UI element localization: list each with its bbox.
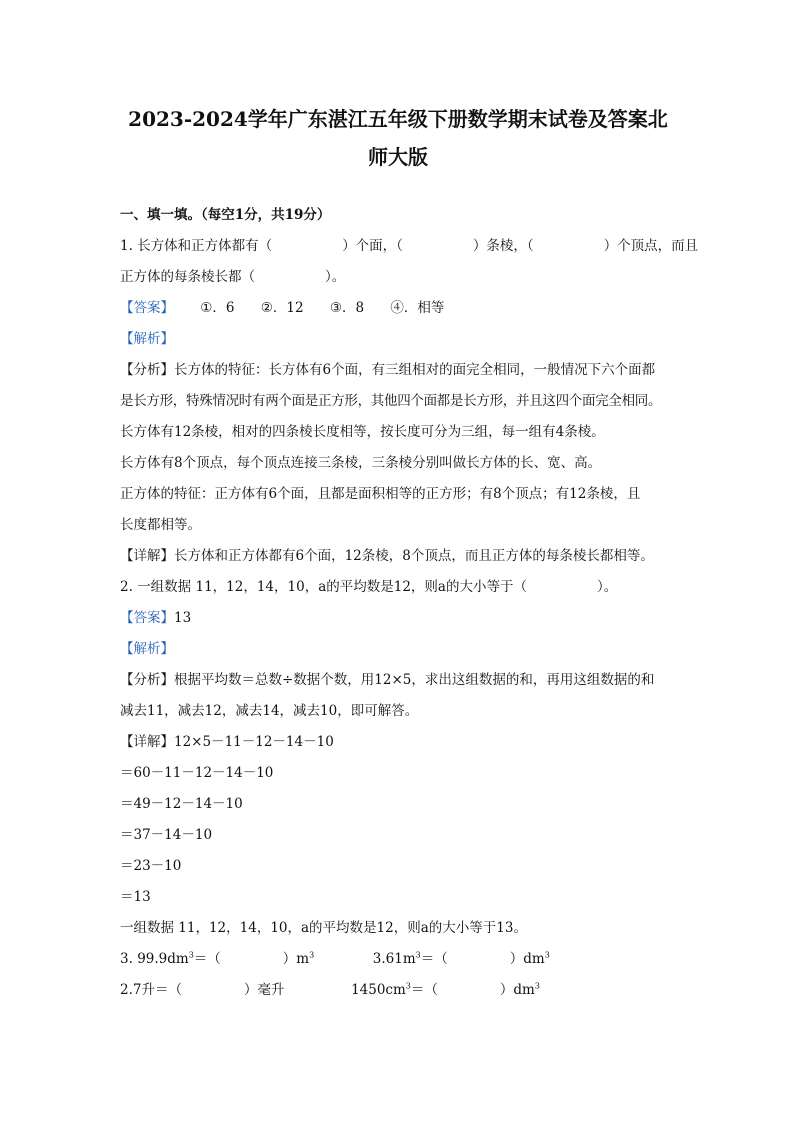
detail-tag: 【详解】 (120, 734, 174, 750)
superscript: 3 (534, 981, 540, 991)
q2-fenxi-text-1: 根据平均数＝总数÷数据个数，用12×5，求出这组数据的和，再用这组数据的和 (174, 672, 655, 688)
q1-text-d: ）个顶点，而且 (603, 238, 699, 254)
q1-text-b: ）个面，（ (342, 238, 403, 254)
q2-text-b: ）。 (596, 579, 618, 595)
q3-line-1 (120, 944, 676, 975)
q1-detail-text: 长方体和正方体都有6个面，12条棱，8个顶点，而且正方体的每条棱长都相等。 (174, 548, 654, 564)
q1-text-a: 长方体和正方体都有（ (137, 238, 273, 254)
detail-tag: 【详解】 (120, 548, 174, 564)
q2-step-2: ＝60－11－12－14－10 (120, 765, 274, 781)
analysis-tag: 【解析】 (120, 641, 174, 657)
q2-step-5: ＝23－10 (120, 858, 182, 874)
superscript: 3 (188, 950, 194, 960)
answer-tag: 【答案】 (120, 610, 174, 626)
superscript: 3 (544, 950, 550, 960)
q1-stem-line-1 (120, 231, 699, 262)
q3-item4-a: 1450cm (351, 982, 406, 998)
q2-fenxi-2: 减去11，减去12，减去14，减去10，即可解答。 (120, 703, 419, 719)
q1-analysis-line (120, 324, 676, 355)
q1-fenxi-6: 长度都相等。 (120, 517, 201, 533)
superscript: 3 (309, 950, 315, 960)
answer-tag: 【答案】 (120, 300, 174, 316)
q3-line-2 (120, 975, 676, 1006)
q1-fenxi-1 (120, 355, 676, 386)
document-body (120, 200, 699, 1006)
q2-answer: 13 (174, 610, 192, 626)
q2-analysis-line (120, 634, 676, 665)
q1-answer-2: ②．12 (260, 300, 304, 316)
title-line-2: 师大版 (368, 145, 428, 169)
q3-item3-b: ）毫升 (243, 982, 285, 998)
superscript: 3 (405, 981, 411, 991)
q3-item2-b: ＝（ (420, 951, 448, 967)
q3-item3-a: 2.7升＝（ (120, 982, 182, 998)
q1-text-f: ）。 (325, 269, 346, 285)
superscript: 3 (415, 950, 421, 960)
section-heading: 一、填一填。（每空1分，共19分） (120, 207, 331, 223)
q1-number: 1. (120, 238, 133, 254)
q2-step-4: ＝37－14－10 (120, 827, 213, 843)
q1-fenxi-text-1: 长方体的特征：长方体有6个面，有三组相对的面完全相同，一般情况下六个面都 (174, 362, 656, 378)
q1-answer-1: ①．6 (200, 300, 235, 316)
q2-step-1: 12×5－11－12－14－10 (174, 734, 334, 750)
document-title (120, 0, 676, 176)
q1-answer-3: ③．8 (329, 300, 365, 316)
q1-fenxi-4: 长方体有8个顶点，每个顶点连接三条棱，三条棱分别叫做长方体的长、宽、高。 (120, 455, 602, 471)
fenxi-tag: 【分析】 (120, 362, 174, 378)
q2-detail (120, 727, 676, 758)
q2-stem (120, 572, 676, 603)
q1-fenxi-5: 正方体的特征：正方体有6个面，且都是面积相等的正方形；有8个顶点；有12条棱，且 (120, 486, 641, 502)
q2-conclusion: 一组数据 11，12，14，10，a的平均数是12，则a的大小等于13。 (120, 920, 527, 936)
q1-stem-line-2 (120, 262, 676, 293)
q1-text-c: ）条棱，（ (472, 238, 534, 254)
title-line-1: 2023-2024学年广东湛江五年级下册数学期末试卷及答案北 (128, 107, 668, 131)
q2-number: 2. (120, 579, 133, 595)
q1-fenxi-3: 长方体有12条棱，相对的四条棱长度相等，按长度可分为三组，每一组有4条棱。 (120, 424, 605, 440)
q3-item1-b: ＝（ (193, 951, 221, 967)
q3-item1-c: ）m (282, 951, 310, 967)
q1-fenxi-2: 是长方形，特殊情况时有两个面是正方形，其他四个面都是长方形，并且这四个面完全相同。 (120, 393, 662, 409)
q1-text-e: 正方体的每条棱长都（ (120, 269, 255, 285)
q2-text-a: 一组数据 11，12，14，10，a的平均数是12，则a的大小等于（ (137, 579, 527, 595)
q2-step-3: ＝49－12－14－10 (120, 796, 243, 812)
q1-answer-line (120, 293, 676, 324)
fenxi-tag: 【分析】 (120, 672, 174, 688)
q2-fenxi-1 (120, 665, 676, 696)
q3-item4-b: ＝（ (410, 982, 438, 998)
q2-answer-line (120, 603, 676, 634)
q2-step-6: ＝13 (120, 889, 151, 905)
q3-number: 3. (120, 951, 133, 967)
q3-item4-c: ）dm (499, 982, 535, 998)
q3-item2-c: ）dm (509, 951, 545, 967)
q3-item2-a: 3.61m (372, 951, 416, 967)
q3-item1-a: 99.9dm (137, 951, 189, 967)
q1-detail (120, 541, 676, 572)
q1-answer-4: ④．相等 (390, 300, 445, 316)
analysis-tag: 【解析】 (120, 331, 174, 347)
